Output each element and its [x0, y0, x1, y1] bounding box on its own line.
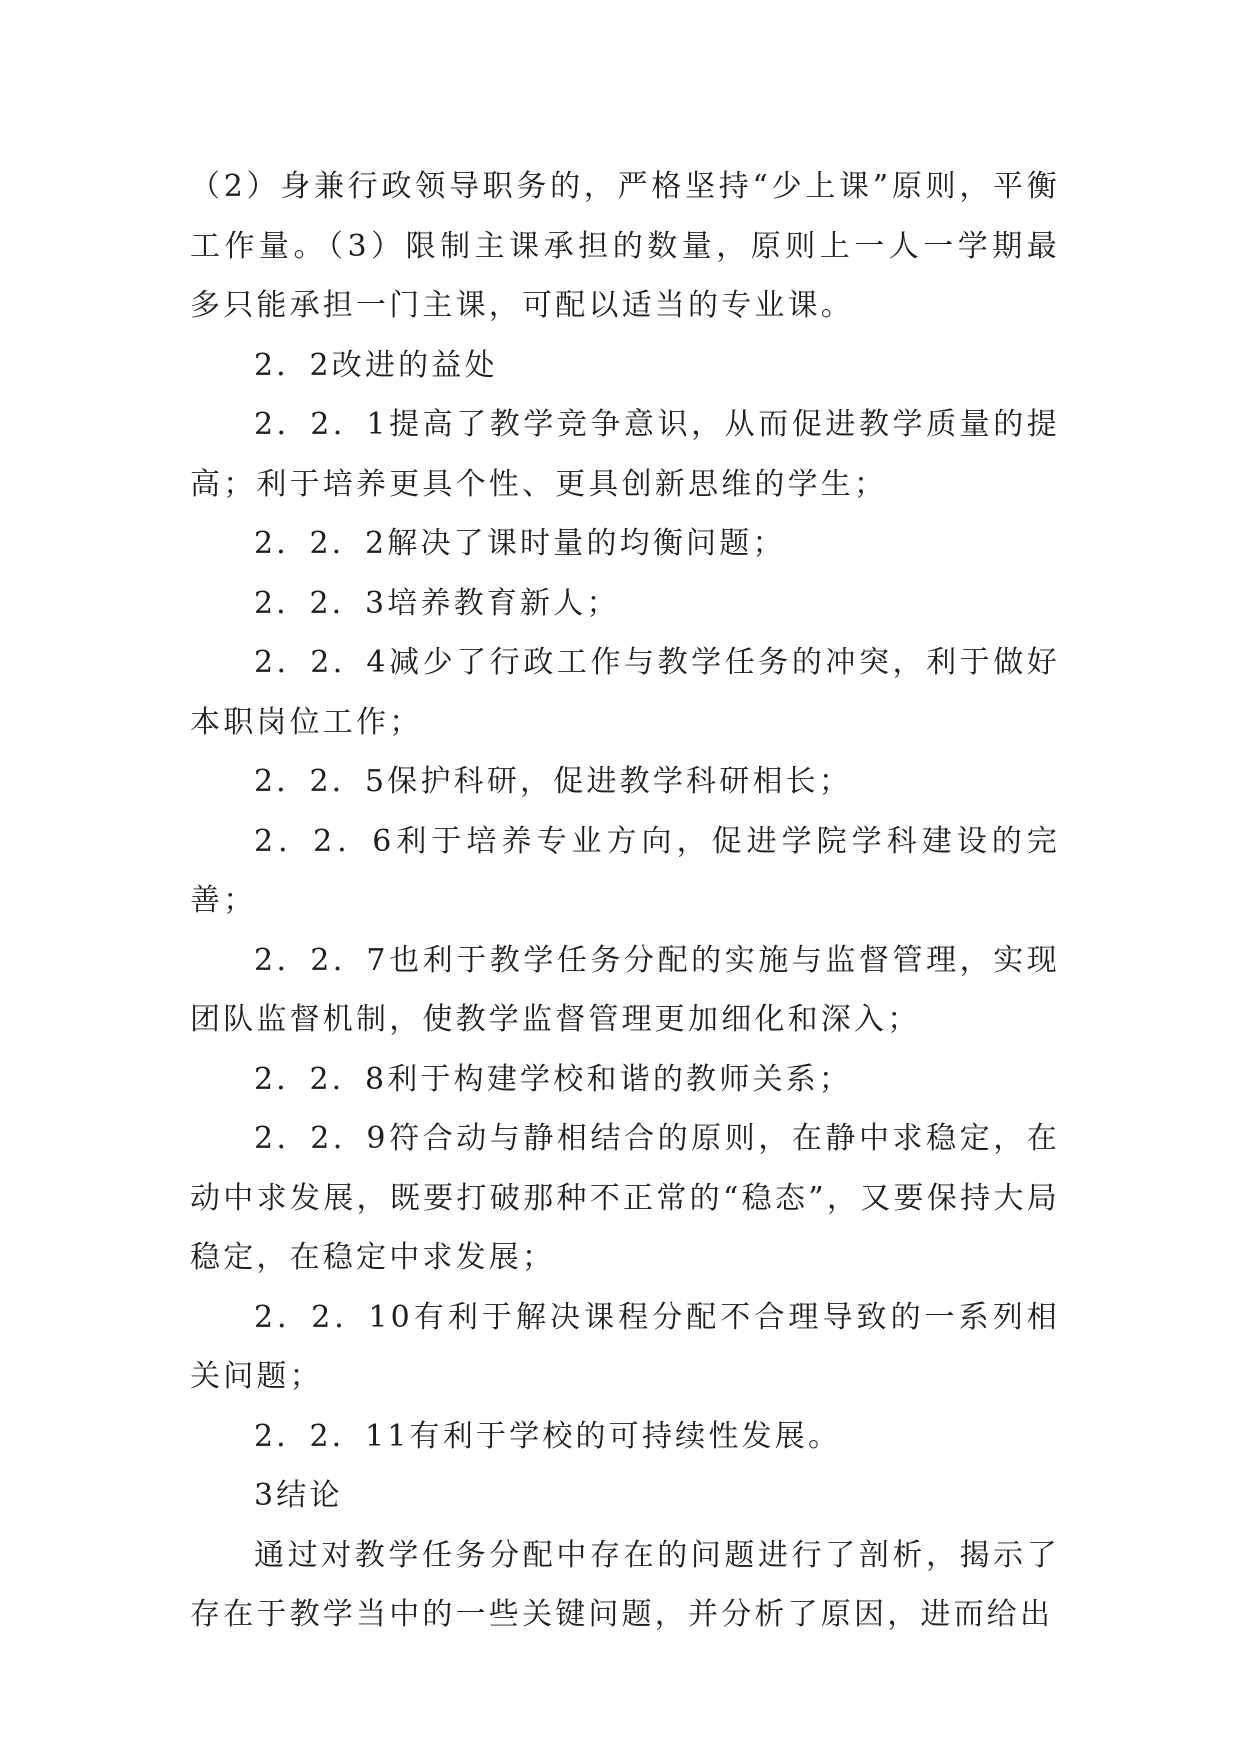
paragraph-conclusion: 通过对教学任务分配中存在的问题进行了剖析，揭示了存在于教学当中的一些关键问题，并分析了原因，进而给出 [190, 1537, 1060, 1632]
paragraph-benefit-10: 2．2．10有利于解决课程分配不合理导致的一系列相关问题； [190, 1299, 1060, 1394]
paragraph-teaching-rules: （2）身兼行政领导职务的，严格坚持“少上课”原则，平衡工作量。（3）限制主课承担的数量，原则上一人一学期最多只能承担一门主课，可配以适当的专业课。 [190, 169, 1060, 323]
heading-conclusion: 3结论 [254, 1478, 343, 1513]
paragraph-benefit-9: 2．2．9符合动与静相结合的原则，在静中求稳定，在动中求发展，既要打破那种不正常的“稳态”，又要保持大局稳定，在稳定中求发展； [190, 1121, 1060, 1275]
paragraph-benefit-3: 2．2．3培养教育新人； [254, 585, 620, 621]
paragraph-benefit-6: 2．2．6利于培养专业方向，促进学院学科建设的完善； [190, 823, 1060, 918]
paragraph-benefit-8: 2．2．8利于构建学校和谐的教师关系； [254, 1061, 853, 1097]
paragraph-benefit-1: 2．2．1提高了教学竞争意识，从而促进教学质量的提高；利于培养更具个性、更具创新思维的学生； [190, 407, 1060, 502]
paragraph-benefit-2: 2．2．2解决了课时量的均衡问题； [254, 526, 786, 561]
paragraph-benefit-11: 2．2．11有利于学校的可持续性发展。 [254, 1418, 842, 1454]
document-body [190, 157, 1060, 1645]
paragraph-benefit-7: 2．2．7也利于教学任务分配的实施与监督管理，实现团队监督机制，使教学监督管理更加细化和深入； [190, 942, 1060, 1037]
heading-improvement-benefits: 2．2改进的益处 [254, 347, 498, 383]
paragraph-benefit-5: 2．2．5保护科研，促进教学科研相长； [254, 764, 853, 799]
paragraph-benefit-4: 2．2．4减少了行政工作与教学任务的冲突，利于做好本职岗位工作； [190, 645, 1060, 740]
